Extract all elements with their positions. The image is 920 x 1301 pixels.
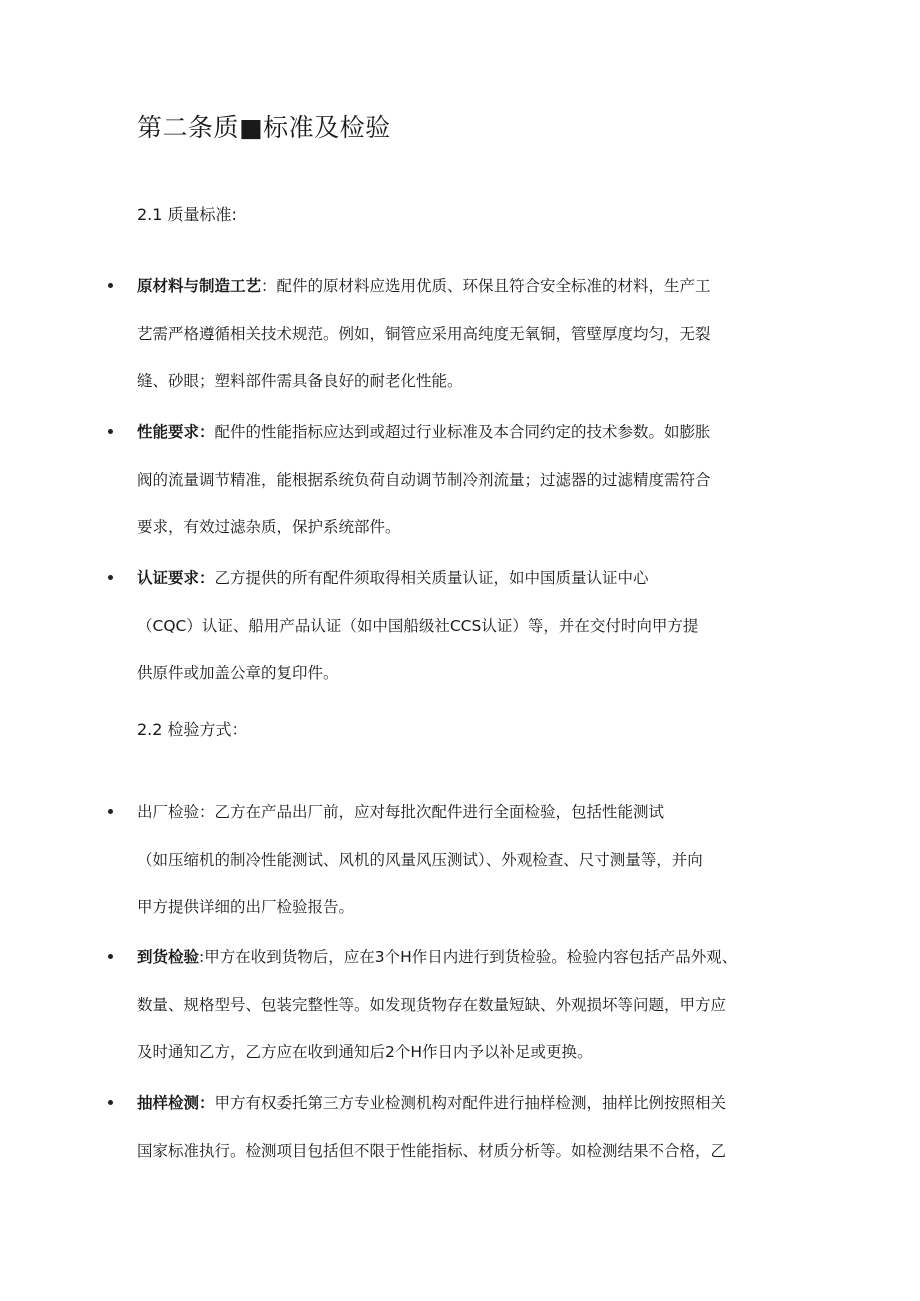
item-lead: 原材料与制造工艺: [137, 277, 262, 295]
item-text: 缝、砂眼；塑料部件需具备良好的耐老化性能。: [137, 372, 463, 390]
section-heading-quality-standard: 2.1 质量标准:: [137, 205, 237, 224]
item-text: :甲方在收到货物后，应在3个H作日内进行到货检验。检验内容包括产品外观、: [199, 948, 738, 966]
item-text: 要求，有效过滤杂质，保护系统部件。: [137, 518, 401, 536]
item-text: （CQC）认证、船用产品认证（如中国船级社CCS认证）等，并在交付时向甲方提: [137, 616, 699, 635]
item-text: ：配件的原材料应选用优质、环保且符合安全标准的材料，生产工: [261, 277, 711, 295]
item-lead: 到货检验: [137, 948, 200, 966]
article-title: 第二条质■标准及检验: [137, 113, 391, 142]
item-text: 配件的性能指标应达到或超过行业标准及本合同约定的技术参数。如膨胀: [214, 423, 711, 441]
item-text: 国家标准执行。检测项目包括但不限于性能指标、材质分析等。如检测结果不合格，乙: [137, 1141, 727, 1160]
item-text: （如压缩机的制冷性能测试、风机的风量风压测试）、外观检查、尺寸测量等，并向: [137, 850, 703, 869]
item-text: 数量、规格型号、包装完整性等。如发现货物存在数量短缺、外观损坏等问题，甲方应: [137, 995, 727, 1014]
item-text: 甲方有权委托第三方专业检测机构对配件进行抽样检测，抽样比例按照相关: [214, 1094, 727, 1112]
item-lead: 性能要求：: [137, 423, 215, 441]
item-text: 阀的流量调节精准，能根据系统负荷自动调节制冷剂流量；过滤器的过滤精度需符合: [137, 470, 711, 489]
item-text: 及时通知乙方，乙方应在收到通知后2个H作日内予以补足或更换。: [137, 1043, 593, 1061]
section-heading-inspection-method: 2.2 检验方式：: [137, 720, 248, 739]
item-lead: 出厂检验：: [137, 803, 215, 821]
bullet-dot-icon: [108, 283, 113, 288]
item-lead: 认证要求：: [137, 569, 215, 587]
item-lead: 抽样检测：: [137, 1094, 215, 1112]
bullet-dot-icon: [108, 809, 113, 814]
item-text: 供原件或加盖公章的复印件。: [137, 664, 339, 682]
item-text: 乙方在产品出厂前，应对每批次配件进行全面检验，包括性能测试: [214, 803, 665, 821]
item-text: 乙方提供的所有配件须取得相关质量认证，如中国质量认证中心: [214, 569, 649, 587]
bullet-dot-icon: [108, 575, 113, 580]
item-text: 甲方提供详细的出厂检验报告。: [137, 898, 355, 916]
bullet-dot-icon: [108, 954, 113, 959]
bullet-dot-icon: [108, 1100, 113, 1105]
bullet-dot-icon: [108, 429, 113, 434]
item-text: 艺需严格遵循相关技术规范。例如，铜管应采用高纯度无氧铜，管壁厚度均匀，无裂: [137, 324, 711, 343]
